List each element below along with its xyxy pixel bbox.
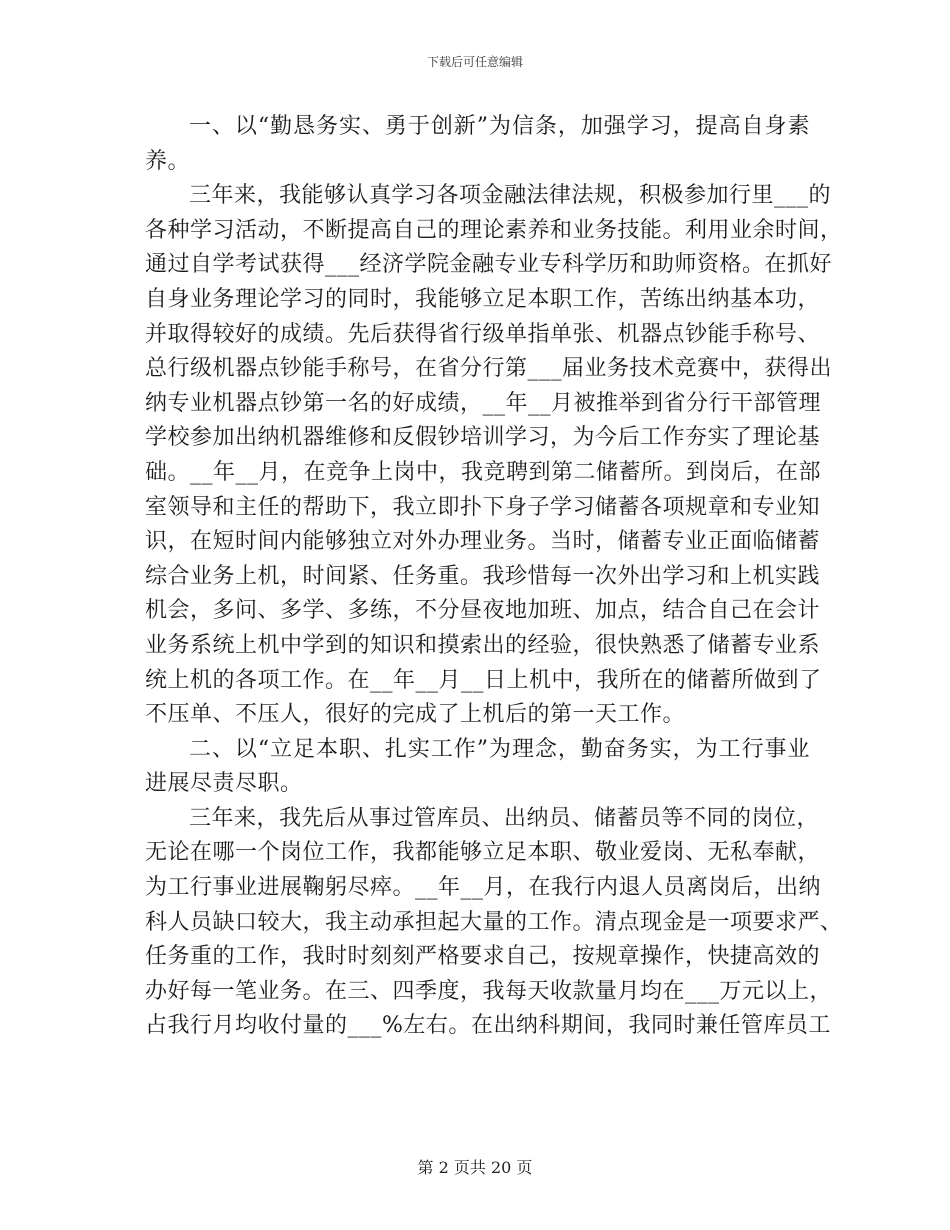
text-line: 三年来，我先后从事过管库员、出纳员、储蓄员等不同的岗位， xyxy=(189,805,820,831)
text-line: 为工行事业进展鞠躬尽瘁。__年__月，在我行内退人员离岗后，出纳 xyxy=(145,875,822,901)
page-footer: 第 2 页共 20 页 xyxy=(417,1158,533,1177)
text-line: 础。__年__月，在竞争上岗中，我竞聘到第二储蓄所。到岗后，在部 xyxy=(145,459,822,485)
text-line: 各种学习活动，不断提高自己的理论素养和业务技能。利用业余时间， xyxy=(145,217,843,243)
text-line: 养。 xyxy=(145,148,191,174)
text-line: 业务系统上机中学到的知识和摸索出的经验，很快熟悉了储蓄专业系 xyxy=(145,632,821,658)
text-line: 机会，多问、多学、多练，不分昼夜地加班、加点，结合自己在会计 xyxy=(145,598,821,624)
text-line: 无论在哪一个岗位工作，我都能够立足本职、敬业爱岗、无私奉献， xyxy=(145,840,821,866)
text-line: 任务重的工作，我时时刻刻严格要求自己，按规章操作，快捷高效的 xyxy=(145,944,821,970)
text-line: 通过自学考试获得___经济学院金融专业专科学历和助师资格。在抓好 xyxy=(145,252,833,278)
text-line: 统上机的各项工作。在__年__月__日上机中，我所在的储蓄所做到了 xyxy=(145,667,822,693)
document-body xyxy=(145,110,843,1044)
page-header: 下载后可任意编辑 xyxy=(426,55,523,69)
text-line: 三年来，我能够认真学习各项金融法律法规，积极参加行里___的 xyxy=(189,183,832,209)
text-line: 并取得较好的成绩。先后获得省行级单指单张、机器点钞能手称号、 xyxy=(145,321,821,347)
text-line: 自身业务理论学习的同时，我能够立足本职工作，苦练出纳基本功， xyxy=(145,286,821,312)
text-line: 不压单、不压人，很好的完成了上机后的第一天工作。 xyxy=(145,702,686,728)
text-line: 一、以“勤恳务实、勇于创新”为信条，加强学习，提高自身素 xyxy=(189,114,810,139)
text-line: 学校参加出纳机器维修和反假钞培训学习，为今后工作夯实了理论基 xyxy=(145,425,821,451)
text-line: 综合业务上机，时间紧、任务重。我珍惜每一次外出学习和上机实践 xyxy=(145,563,821,589)
text-line: 二、以“立足本职、扎实工作”为理念，勤奋务实，为工行事业 xyxy=(189,736,810,762)
text-line: 总行级机器点钞能手称号，在省分行第___届业务技术竞赛中，获得出 xyxy=(145,356,833,382)
text-line: 纳专业机器点钞第一名的好成绩，__年__月被推举到省分行干部管理 xyxy=(145,390,822,416)
text-line: 室领导和主任的帮助下，我立即扑下身子学习储蓄各项规章和专业知 xyxy=(145,494,821,520)
text-line: 进展尽责尽职。 xyxy=(145,771,303,797)
text-line: 科人员缺口较大，我主动承担起大量的工作。清点现金是一项要求严、 xyxy=(145,909,843,935)
text-line: 办好每一笔业务。在三、四季度，我每天收款量月均在___万元以上， xyxy=(145,978,833,1004)
text-line: 识，在短时间内能够独立对外办理业务。当时，储蓄专业正面临储蓄 xyxy=(145,529,821,555)
text-line: 占我行月均收付量的___%左右。在出纳科期间，我同时兼任管库员工 xyxy=(145,1013,831,1039)
